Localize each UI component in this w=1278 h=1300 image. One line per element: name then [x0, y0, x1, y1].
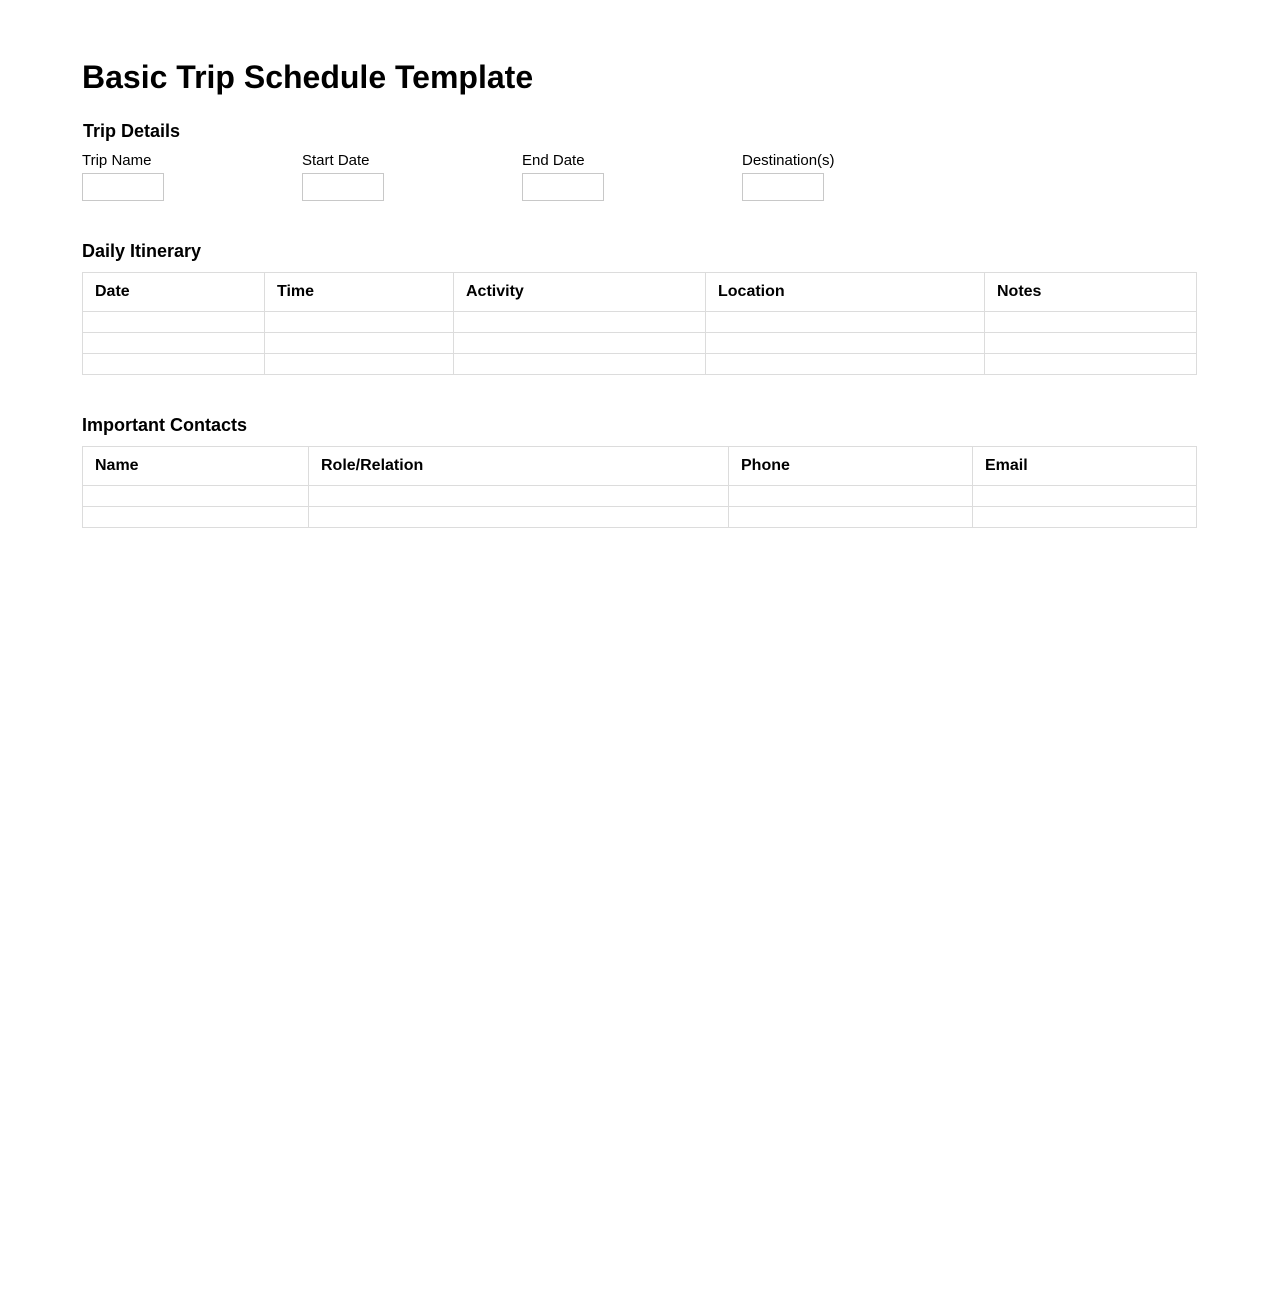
- contacts-col-phone: Phone: [729, 447, 973, 486]
- contacts-col-name: Name: [83, 447, 309, 486]
- table-cell[interactable]: [265, 354, 454, 375]
- end-date-group: [522, 152, 722, 201]
- table-row: [83, 333, 1197, 354]
- table-cell[interactable]: [83, 333, 265, 354]
- itinerary-col-location: Location: [706, 273, 985, 312]
- table-cell[interactable]: [454, 333, 706, 354]
- table-row: [83, 507, 1197, 528]
- table-row: [83, 312, 1197, 333]
- table-cell[interactable]: [706, 333, 985, 354]
- contacts-header-row: [83, 447, 1197, 486]
- table-row: [83, 486, 1197, 507]
- itinerary-col-notes: Notes: [985, 273, 1197, 312]
- table-cell[interactable]: [985, 312, 1197, 333]
- table-cell[interactable]: [83, 312, 265, 333]
- table-cell[interactable]: [265, 333, 454, 354]
- contacts-col-role: Role/Relation: [309, 447, 729, 486]
- itinerary-header-row: [83, 273, 1197, 312]
- trip-name-label: Trip Name: [82, 152, 152, 169]
- start-date-input[interactable]: [302, 173, 384, 201]
- destinations-group: [742, 152, 942, 201]
- table-cell[interactable]: [309, 486, 729, 507]
- itinerary-col-date: Date: [83, 273, 265, 312]
- trip-details-fields: [82, 152, 1196, 202]
- trip-details-heading: Trip Details: [83, 121, 181, 141]
- end-date-label: End Date: [522, 152, 585, 169]
- start-date-group: [302, 152, 502, 201]
- destinations-label: Destination(s): [742, 152, 835, 169]
- table-cell[interactable]: [706, 312, 985, 333]
- daily-itinerary-heading: Daily Itinerary: [82, 241, 202, 261]
- trip-name-group: [82, 152, 282, 201]
- table-cell[interactable]: [83, 354, 265, 375]
- table-cell[interactable]: [83, 486, 309, 507]
- itinerary-table: [82, 272, 1197, 375]
- table-row: [83, 354, 1197, 375]
- table-cell[interactable]: [973, 486, 1197, 507]
- table-cell[interactable]: [985, 333, 1197, 354]
- table-cell[interactable]: [265, 312, 454, 333]
- table-cell[interactable]: [729, 507, 973, 528]
- table-cell[interactable]: [309, 507, 729, 528]
- important-contacts-heading: Important Contacts: [82, 415, 248, 435]
- table-cell[interactable]: [83, 507, 309, 528]
- table-cell[interactable]: [729, 486, 973, 507]
- start-date-label: Start Date: [302, 152, 370, 169]
- trip-name-input[interactable]: [82, 173, 164, 201]
- end-date-input[interactable]: [522, 173, 604, 201]
- page-title: Basic Trip Schedule Template: [82, 59, 534, 95]
- table-cell[interactable]: [454, 354, 706, 375]
- itinerary-col-activity: Activity: [454, 273, 706, 312]
- contacts-table: [82, 446, 1197, 528]
- table-cell[interactable]: [973, 507, 1197, 528]
- contacts-col-email: Email: [973, 447, 1197, 486]
- itinerary-col-time: Time: [265, 273, 454, 312]
- table-cell[interactable]: [706, 354, 985, 375]
- destinations-input[interactable]: [742, 173, 824, 201]
- table-cell[interactable]: [985, 354, 1197, 375]
- table-cell[interactable]: [454, 312, 706, 333]
